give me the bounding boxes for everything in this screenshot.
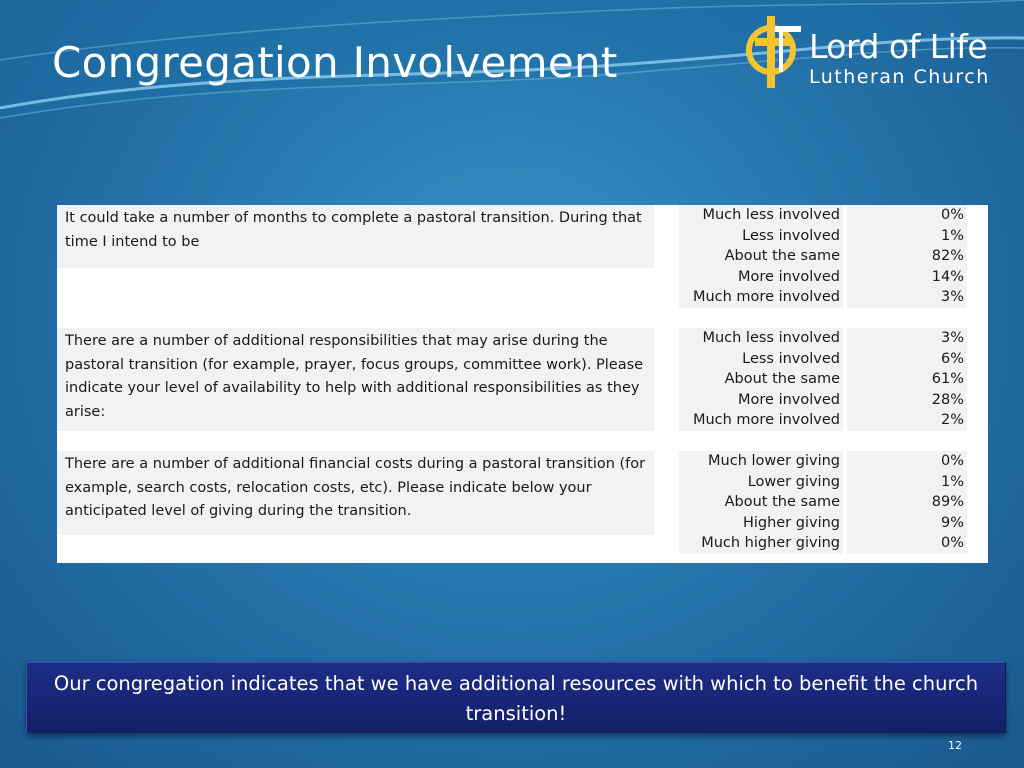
option-label: About the same xyxy=(679,492,843,513)
option-label: More involved xyxy=(679,390,843,411)
option-label: Much higher giving xyxy=(679,533,843,554)
page-number: 12 xyxy=(948,739,962,752)
option-percent: 0% xyxy=(847,205,967,226)
option-label: Lower giving xyxy=(679,472,843,493)
option-label: About the same xyxy=(679,246,843,267)
option-percent: 9% xyxy=(847,513,967,534)
cross-icon xyxy=(745,12,807,90)
option-percent: 3% xyxy=(847,328,967,349)
option-percent: 2% xyxy=(847,410,967,431)
question-text: It could take a number of months to complete a pastoral transition. During that time I intend to be xyxy=(57,205,654,268)
option-percent: 6% xyxy=(847,349,967,370)
option-label: Less involved xyxy=(679,349,843,370)
option-label: Much more involved xyxy=(679,410,843,431)
option-label: About the same xyxy=(679,369,843,390)
option-percent: 0% xyxy=(847,533,967,554)
option-percent: 28% xyxy=(847,390,967,411)
option-label: Much less involved xyxy=(679,328,843,349)
summary-banner: Our congregation indicates that we have additional resources with which to benefit the church transition! xyxy=(26,661,1006,733)
question-text: There are a number of additional financial costs during a pastoral transition (for example, search costs, relocation costs, etc). Please indicate below your anticipated level of giving during the transition. xyxy=(57,451,654,535)
church-logo xyxy=(745,12,1015,90)
option-percent: 82% xyxy=(847,246,967,267)
option-percent: 14% xyxy=(847,267,967,288)
option-percent: 1% xyxy=(847,472,967,493)
option-percent: 1% xyxy=(847,226,967,247)
option-percent: 0% xyxy=(847,451,967,472)
logo-name: Lord of Life xyxy=(809,27,988,66)
survey-results-table xyxy=(57,205,988,563)
option-label: Much less involved xyxy=(679,205,843,226)
option-label: More involved xyxy=(679,267,843,288)
option-percent: 89% xyxy=(847,492,967,513)
option-percent: 3% xyxy=(847,287,967,308)
slide-title: Congregation Involvement xyxy=(52,38,618,87)
logo-subtitle: Lutheran Church xyxy=(809,66,990,88)
question-text: There are a number of additional responsibilities that may arise during the pastoral transition (for example, prayer, focus groups, committee work). Please indicate your level of availability to help with additional responsibilities as they arise: xyxy=(57,328,654,431)
option-label: Less involved xyxy=(679,226,843,247)
option-label: Higher giving xyxy=(679,513,843,534)
option-percent: 61% xyxy=(847,369,967,390)
option-label: Much lower giving xyxy=(679,451,843,472)
option-label: Much more involved xyxy=(679,287,843,308)
